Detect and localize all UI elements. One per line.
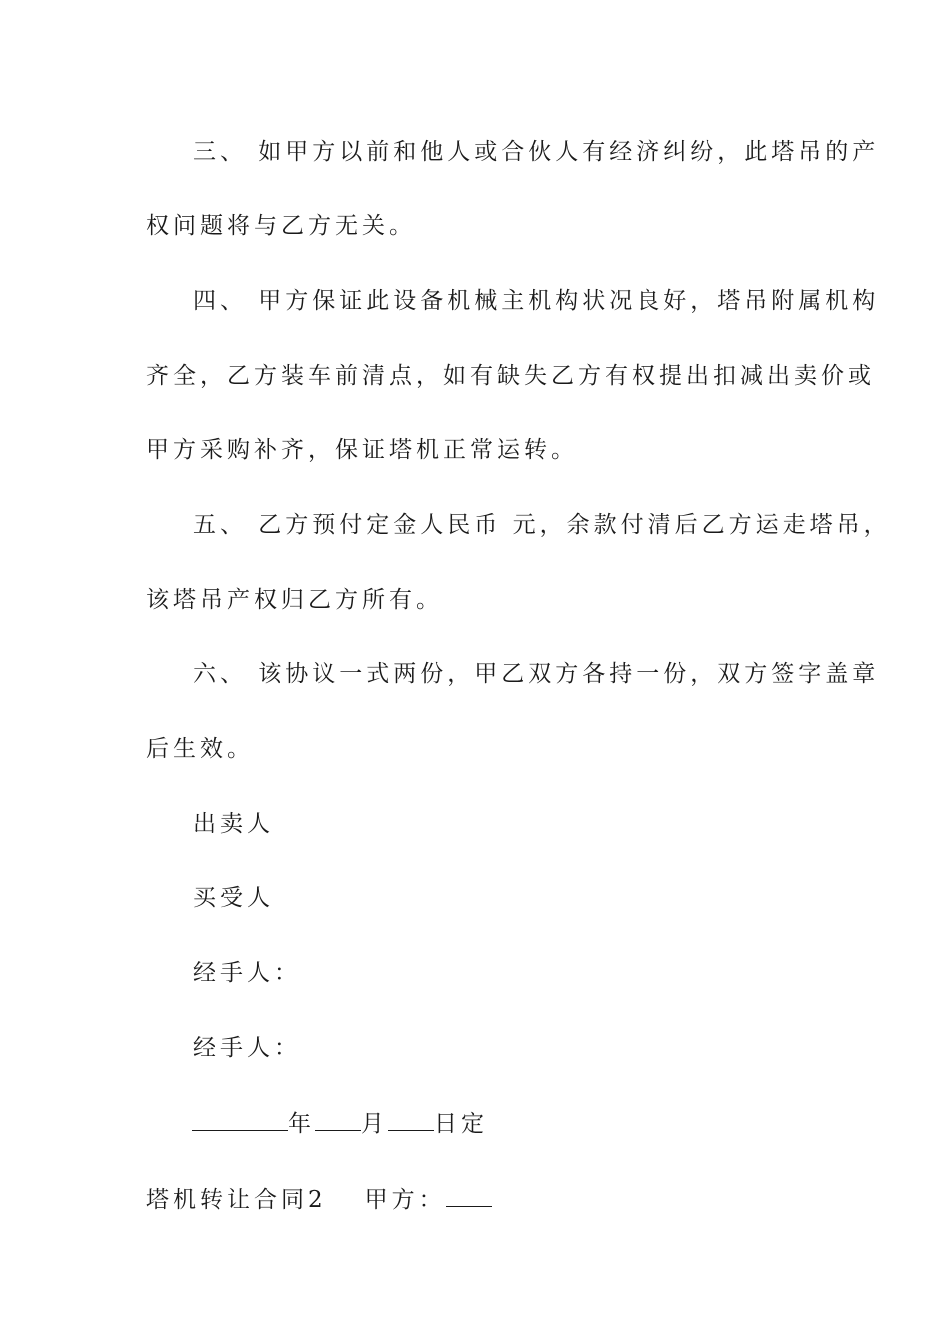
handler-label-1: 经手人： <box>193 960 301 986</box>
handler-label-2: 经手人： <box>193 1035 301 1061</box>
clause-4-line-3: 甲方采购补齐，保证塔机正常运转。 <box>146 437 578 463</box>
day-blank <box>388 1106 434 1131</box>
clause-5-line-1: 五、 乙方预付定金人民币 元，余款付清后乙方运走塔吊， <box>193 512 891 538</box>
clause-6-line-1: 六、 该协议一式两份，甲乙双方各持一份，双方签字盖章 <box>193 661 880 687</box>
footer-line <box>146 1182 492 1216</box>
seller-label: 出卖人 <box>193 811 274 837</box>
year-blank <box>192 1106 288 1131</box>
party-a-blank <box>446 1182 492 1207</box>
year-label: 年 <box>288 1111 315 1137</box>
clause-4-line-2: 齐全，乙方装车前清点，如有缺失乙方有权提出扣减出卖价或 <box>146 363 875 389</box>
month-blank <box>315 1106 361 1131</box>
clause-4-line-1: 四、 甲方保证此设备机械主机构状况良好，塔吊附属机构 <box>193 288 880 314</box>
clause-3-line-2: 权问题将与乙方无关。 <box>146 213 416 239</box>
contract-title: 塔机转让合同2 <box>146 1187 327 1213</box>
clause-3-line-1: 三、 如甲方以前和他人或合伙人有经济纠纷，此塔吊的产 <box>193 139 880 165</box>
date-line <box>192 1106 488 1140</box>
month-label: 月 <box>361 1111 388 1137</box>
buyer-label: 买受人 <box>193 885 274 911</box>
party-a-label: 甲方： <box>364 1187 446 1213</box>
day-label: 日定 <box>434 1111 488 1137</box>
clause-6-line-2: 后生效。 <box>146 736 254 762</box>
clause-5-line-2: 该塔吊产权归乙方所有。 <box>146 587 443 613</box>
